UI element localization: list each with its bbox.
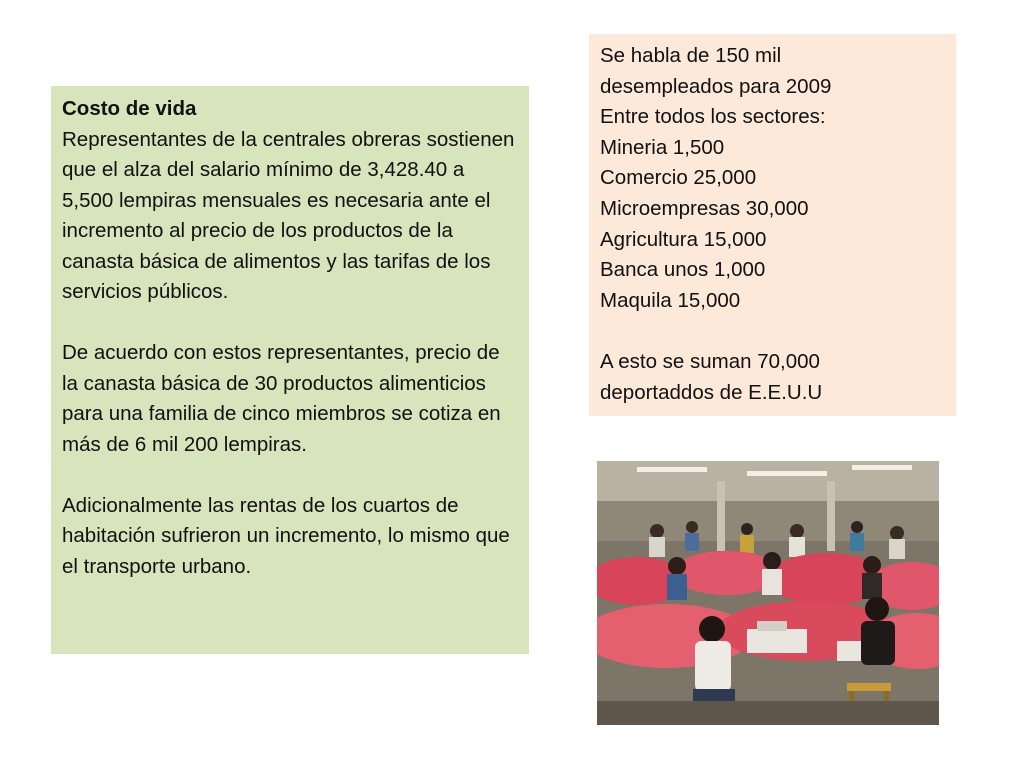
sector-item: Comercio 25,000 — [600, 166, 757, 190]
unemployment-line-1: Se habla de 150 mil — [600, 44, 782, 67]
cost-of-living-box — [51, 86, 529, 654]
cost-paragraph-3: Adicionalmente las rentas de los cuartos de habitación sufrieron un incremento, lo mismo que el transporte urbano. — [62, 493, 510, 578]
sector-item: Microempresas 30,000 — [600, 196, 809, 220]
paragraph-gap — [62, 308, 519, 339]
deportees-line-2: deportaddos de E.E.U.U — [600, 380, 823, 404]
cost-of-living-heading: Costo de vida — [62, 97, 197, 120]
unemployment-line-2: desempleados para 2009 — [600, 74, 832, 98]
deportees-line-1: A esto se suman 70,000 — [600, 349, 820, 373]
sector-item: Banca unos 1,000 — [600, 258, 766, 282]
factory-photo-illustration — [597, 461, 939, 725]
line-gap — [600, 316, 946, 347]
sector-item: Mineria 1,500 — [600, 135, 725, 159]
sector-item: Maquila 15,000 — [600, 288, 741, 312]
cost-paragraph-2: De acuerdo con estos representantes, precio de la canasta básica de 30 productos alimenticios para una familia de cinco miembros se cotiza en más de 6 mil 200 lempiras. — [62, 341, 501, 456]
unemployment-line-3: Entre todos los sectores: — [600, 105, 826, 129]
sector-item: Agricultura 15,000 — [600, 227, 767, 251]
cost-paragraph-1: Representantes de la centrales obreras sostienen que el alza del salario mínimo de 3,428.40 a 5,500 lempiras mensuales es necesaria ante el incremento al precio de los productos de la canasta básica de alimentos y las tarifas de los servicios públicos. — [62, 127, 515, 303]
unemployment-box — [589, 34, 956, 416]
factory-photo — [597, 461, 939, 725]
paragraph-gap — [62, 460, 519, 491]
